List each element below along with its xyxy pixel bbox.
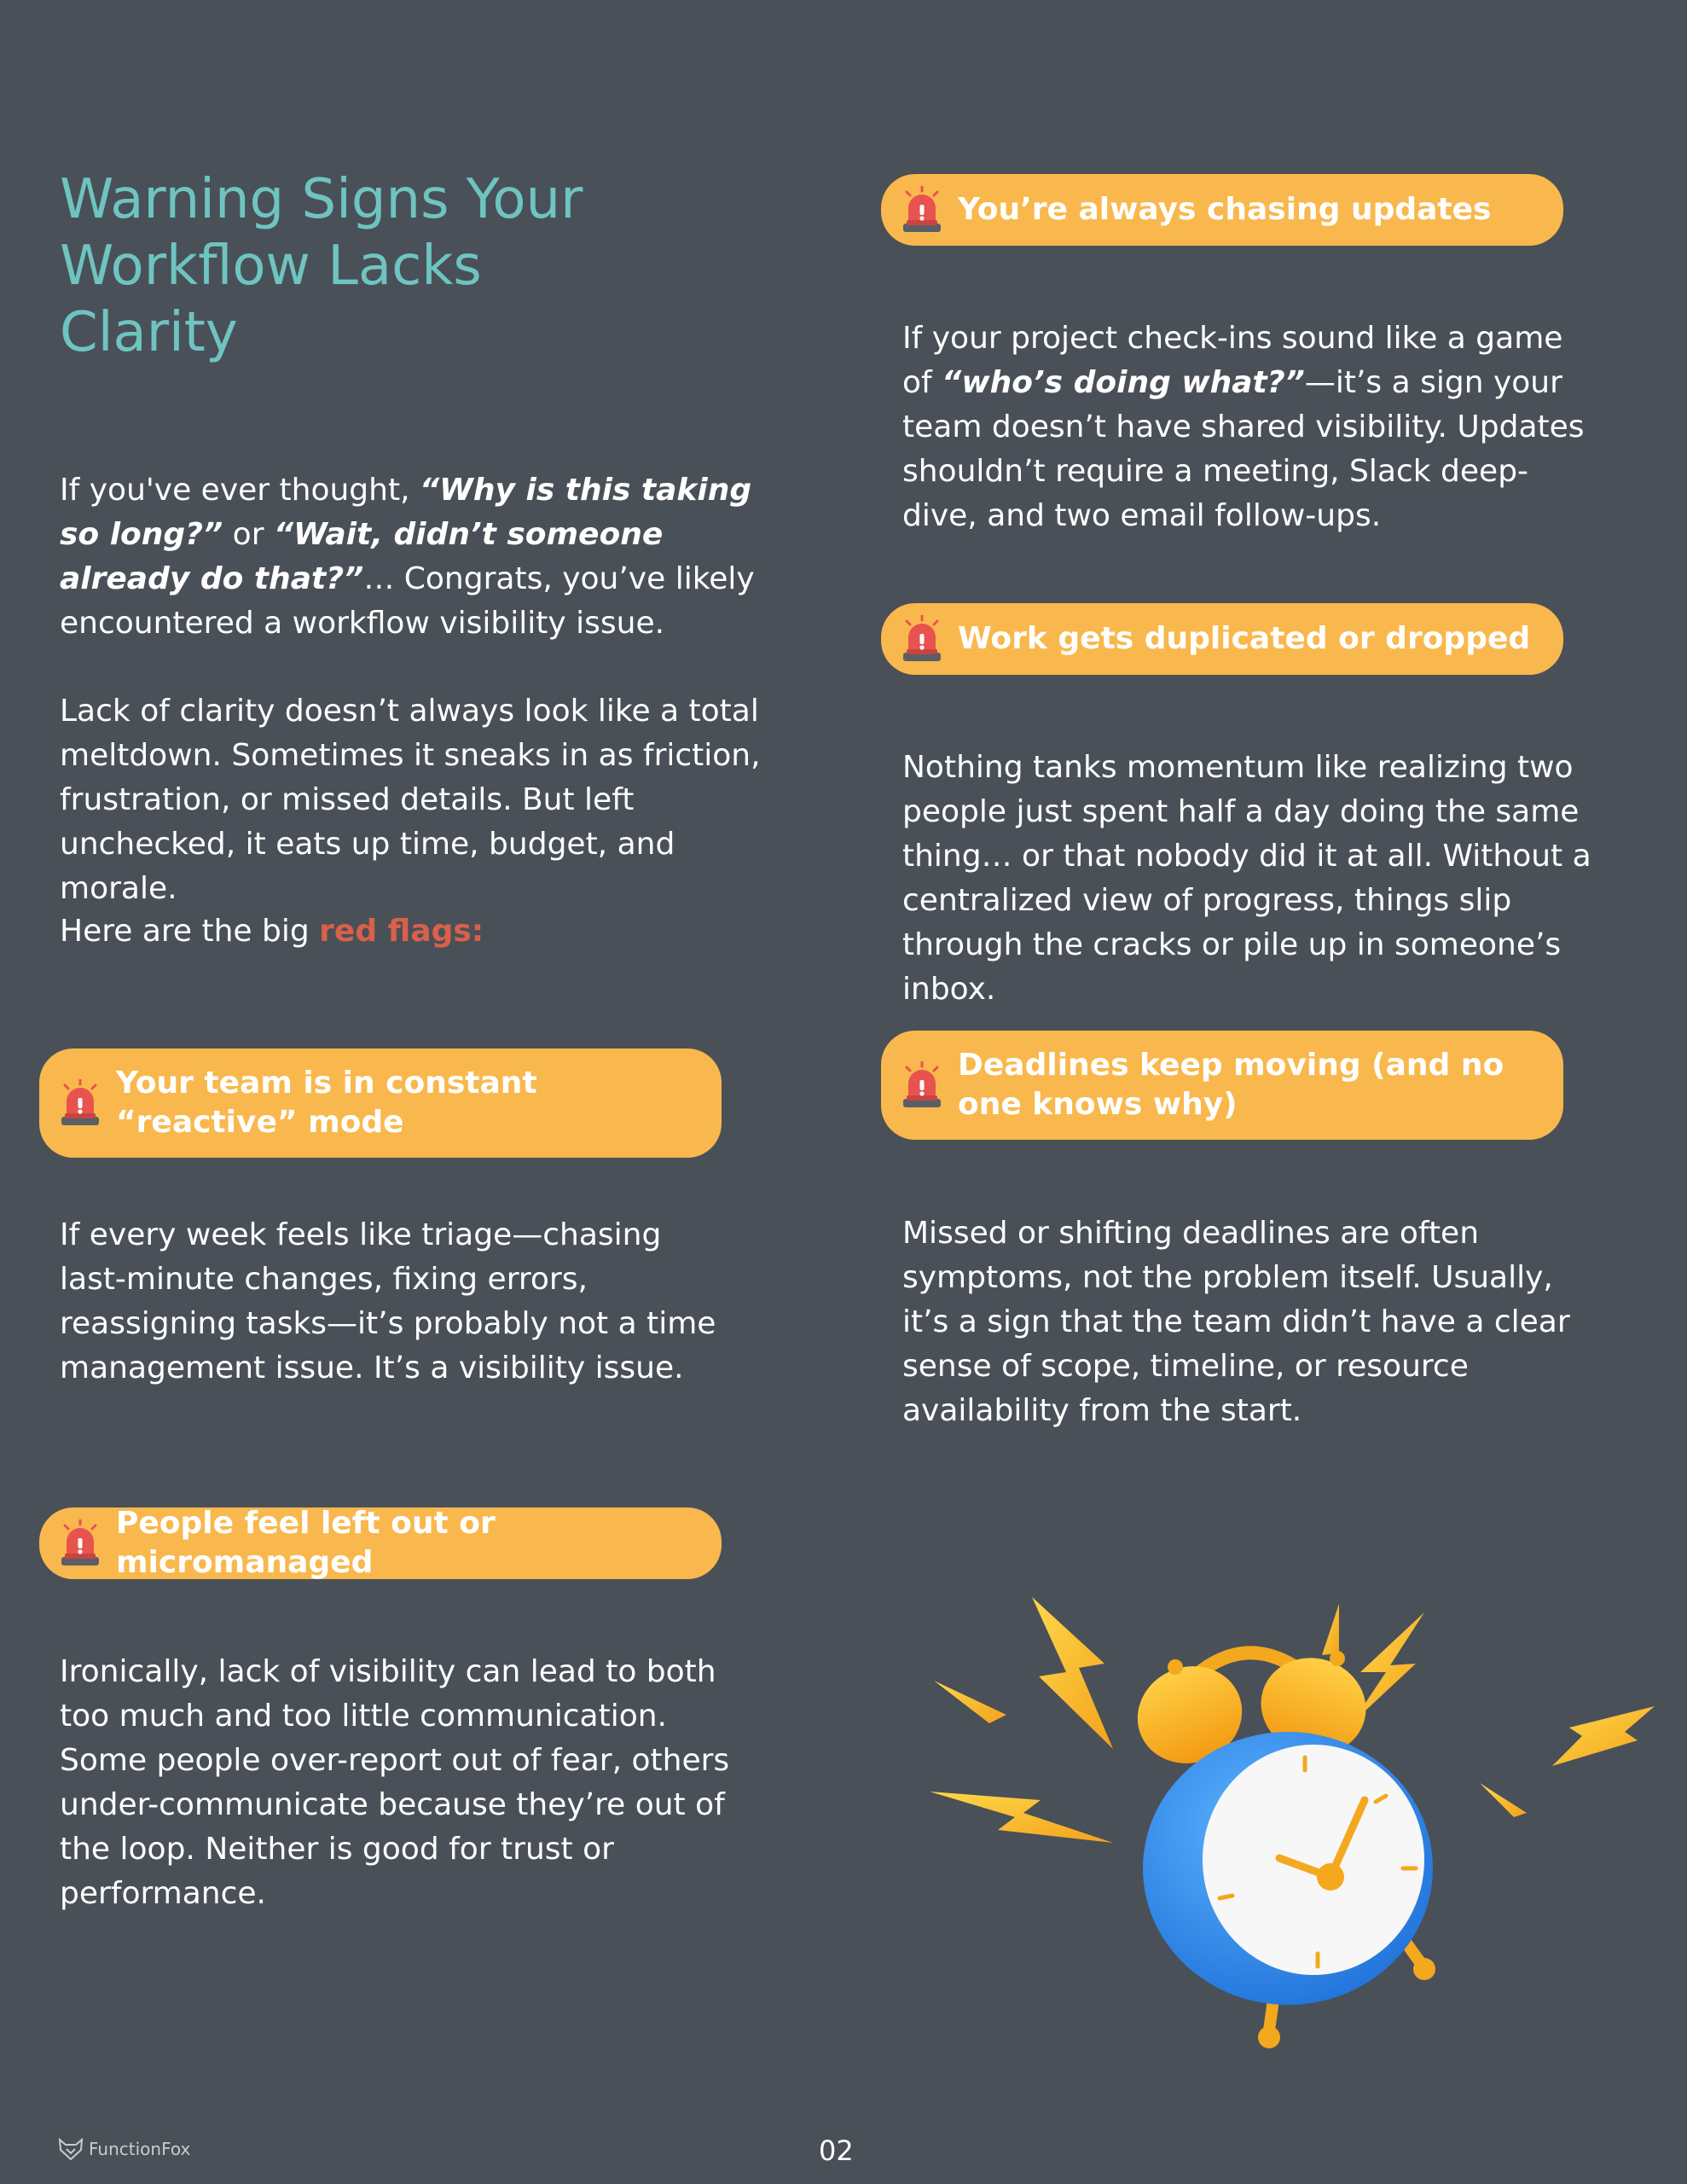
heading-pill-micromanaged — [39, 1507, 722, 1579]
intro-text: or — [223, 517, 274, 552]
siren-icon — [900, 1061, 944, 1109]
section-body-chasing — [902, 317, 1593, 538]
section-heading: You’re always chasing updates — [958, 192, 1492, 227]
red-flags-text: Here are the big — [60, 914, 320, 949]
page-number: 02 — [819, 2135, 854, 2167]
siren-icon — [900, 615, 944, 663]
alarm-clock-illustration — [887, 1587, 1655, 2065]
footer-logo — [58, 2137, 190, 2161]
section-heading: Work gets duplicated or dropped — [958, 621, 1531, 656]
section-body-duplicated: Nothing tanks momentum like realizing two people just spent half a day doing the same thing… or that nobody did it at all. Without a centralized view of progress, things slip through the cracks or pile up in someone’s inbox. — [902, 750, 1591, 1007]
page-title: Warning Signs Your Workflow Lacks Clarity — [60, 168, 583, 364]
heading-pill-deadlines — [881, 1031, 1563, 1140]
section-heading: People feel left out or micromanaged — [116, 1506, 496, 1580]
intro-text: If you've ever thought, — [60, 473, 420, 508]
fox-logo-icon — [58, 2137, 84, 2161]
siren-icon — [900, 186, 944, 234]
red-flags-intro — [60, 909, 793, 954]
section-body-text: If your project check-ins sound like a game of — [902, 321, 1563, 400]
section-heading: Deadlines keep moving (and no one knows why) — [958, 1048, 1504, 1122]
heading-pill-duplicated — [881, 603, 1563, 675]
heading-pill-reactive — [39, 1048, 722, 1158]
siren-icon — [58, 1519, 102, 1567]
section-heading: Your team is in constant “reactive” mode — [116, 1066, 537, 1140]
section-body-text: —it’s a sign your team doesn’t have shared visibility. Updates shouldn’t require a meeting, Slack deep-dive, and two email follow-ups. — [902, 365, 1585, 533]
siren-icon — [58, 1079, 102, 1127]
red-flags-highlight: red flags: — [319, 914, 484, 949]
intro-quote-1: “Why is this taking so long?” — [60, 473, 752, 552]
footer-brand: FunctionFox — [89, 2139, 191, 2159]
intro-quote-2: “Wait, didn’t someone already do that?” — [60, 517, 664, 596]
section-body-micromanaged: Ironically, lack of visibility can lead to both too much and too little communication. Some people over-report out of fear, others under-communicate because they’re out of the loop. Neither is good for trust or performance. — [60, 1654, 730, 1911]
section-body-deadlines: Missed or shifting deadlines are often symptoms, not the problem itself. Usually, it’s a sign that the team didn’t have a clear sense of scope, timeline, or resource availability from the start. — [902, 1216, 1570, 1428]
intro-text: … Congrats, you’ve likely encountered a workflow visibility issue. — [60, 561, 755, 641]
heading-pill-chasing — [881, 174, 1563, 246]
section-body-quote: “who’s doing what?” — [942, 365, 1305, 400]
section-body-reactive: If every week feels like triage—chasing last-minute changes, fixing errors, reassigning tasks—it’s probably not a time management issue. It’s a visibility issue. — [60, 1217, 716, 1385]
intro-paragraph — [60, 468, 759, 646]
context-paragraph: Lack of clarity doesn’t always look like a total meltdown. Sometimes it sneaks in as friction, frustration, or missed details. But left unchecked, it eats up time, budget, and morale. — [60, 694, 761, 906]
